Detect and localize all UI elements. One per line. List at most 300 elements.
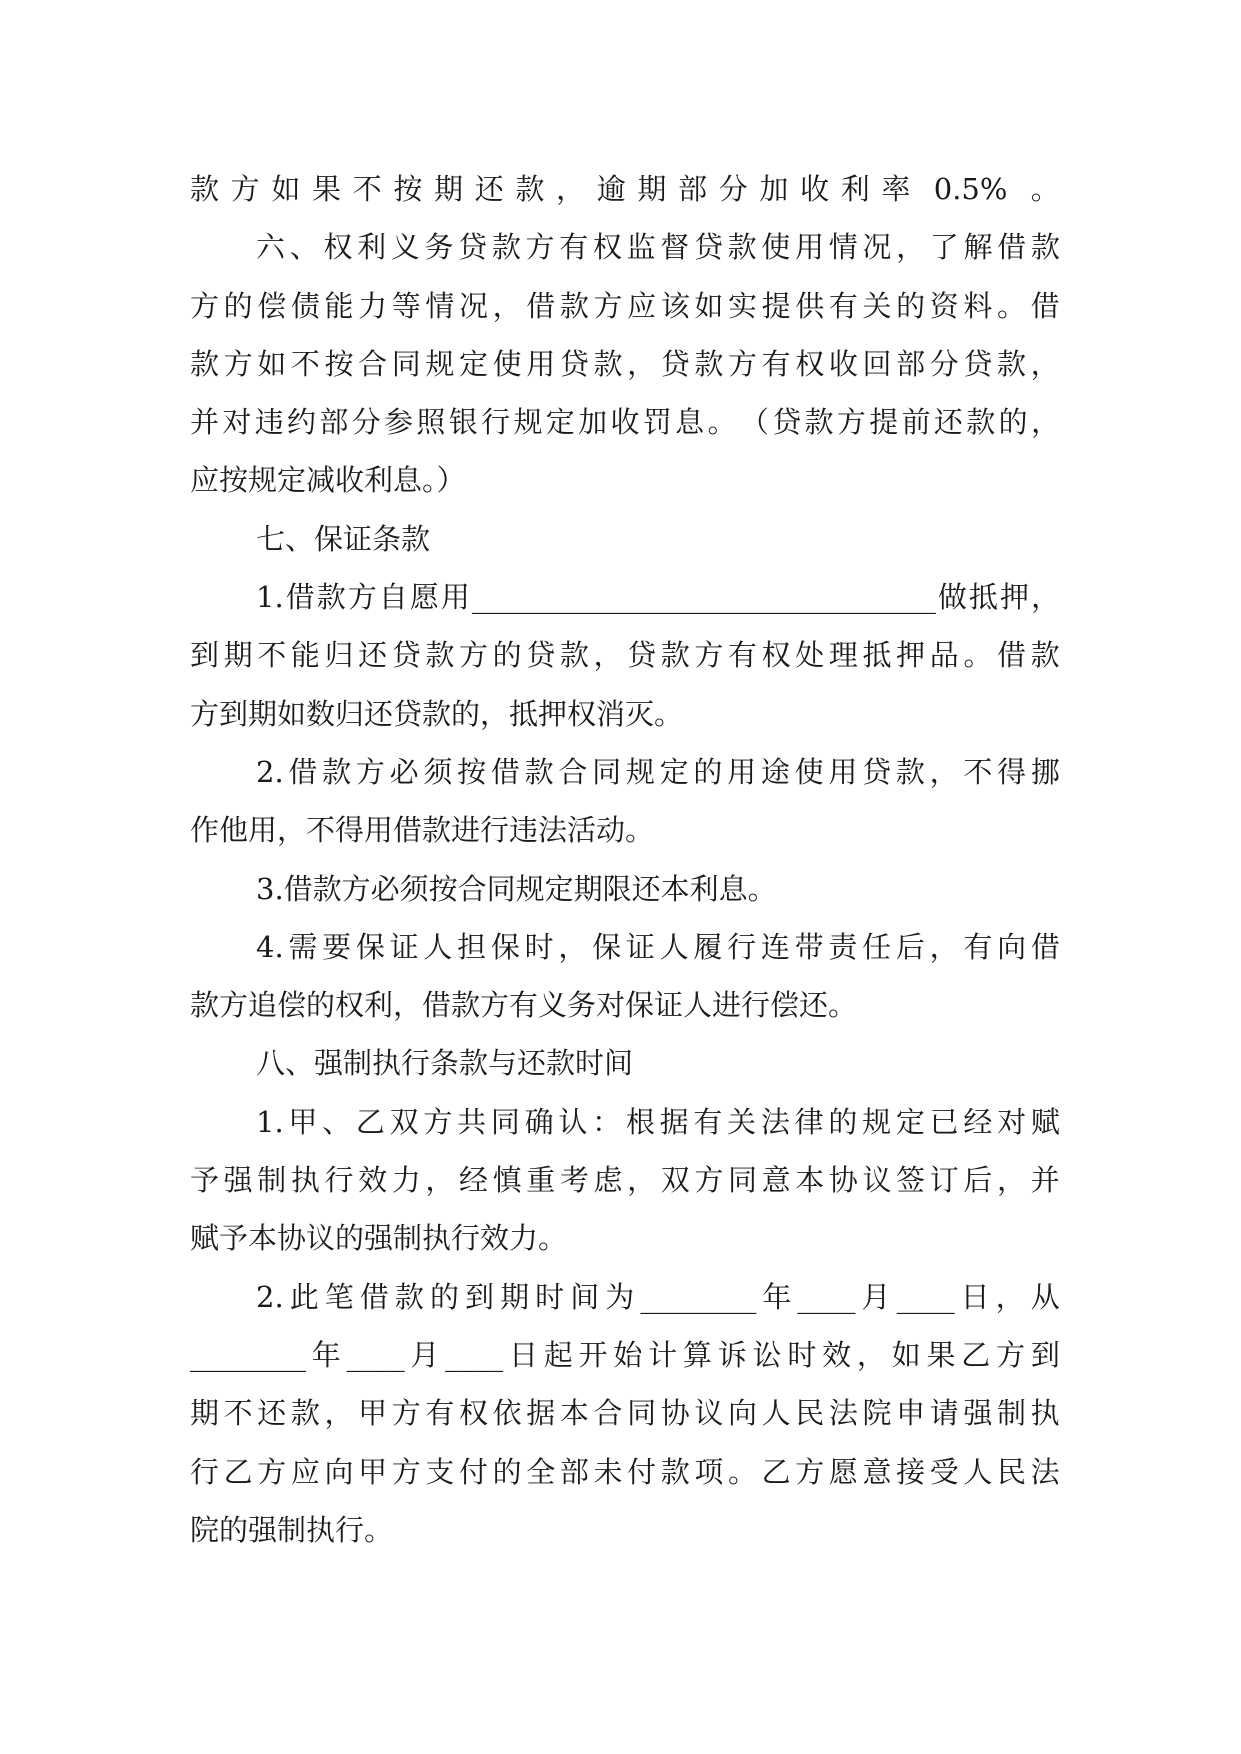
line-char: 关 [862, 288, 892, 323]
line-char: 双 [660, 1163, 690, 1198]
line-char: 法 [828, 1396, 858, 1431]
line-char: 款 [290, 1396, 320, 1431]
line-char: 有 [425, 1396, 455, 1431]
line-char: 同 [592, 754, 622, 789]
line-char: 如 [271, 172, 301, 206]
line-char: ____ [896, 1279, 955, 1314]
section-heading [190, 1034, 1060, 1092]
line-char: 部 [559, 1454, 589, 1489]
line-char: 任 [862, 929, 892, 964]
line-char: 已 [929, 1104, 959, 1139]
line-char: 义 [390, 230, 420, 265]
line-char: 院 [862, 1396, 892, 1431]
line-char: 款 [727, 230, 757, 265]
line-char: 加 [578, 405, 608, 440]
paragraph-line [190, 918, 1060, 976]
line-char: 罚 [642, 405, 672, 440]
line-char: ， [929, 754, 959, 789]
line-char: 能 [324, 288, 354, 323]
line-char: 借 [490, 754, 520, 789]
line-char: 的 [492, 638, 522, 673]
line-char: 协 [828, 1163, 858, 1198]
paragraph-line [190, 451, 1060, 509]
line-char: 收 [610, 405, 640, 440]
line-char: 分 [929, 346, 959, 381]
line-text: 应按规定减收利息。） [190, 463, 466, 498]
line-char: 人 [423, 929, 453, 964]
line-char: 后 [895, 929, 925, 964]
line-char: ， [627, 1163, 657, 1198]
line-text: 款方追偿的权利，借款方有义务对保证人进行偿还。 [190, 988, 858, 1023]
line-char: 款 [515, 172, 545, 206]
line-char: 定 [545, 405, 575, 440]
line-char: 同 [490, 1104, 520, 1139]
line-char: 同 [728, 1163, 758, 1198]
line-char: 应 [290, 1454, 320, 1489]
line-char: 督 [660, 230, 690, 265]
line-char: 到 [1030, 1337, 1060, 1372]
line-char: 权 [592, 230, 622, 265]
line-char: 方 [795, 1454, 825, 1489]
line-char: 方 [355, 754, 385, 789]
line-char: 参 [384, 405, 414, 440]
line-char: ________ [190, 1337, 306, 1372]
line-char: 利 [840, 172, 870, 206]
line-char: 须 [423, 754, 453, 789]
line-char: 对 [997, 1104, 1027, 1139]
line-char: 银 [448, 405, 478, 440]
line-char: 必 [389, 754, 419, 789]
line-char: 不 [963, 754, 993, 789]
line-char: 间 [570, 1279, 600, 1314]
paragraph-line [190, 801, 1060, 859]
line-char: 债 [290, 288, 320, 323]
line-char: 愿 [828, 1454, 858, 1489]
line-text: 赋予本协议的强制执行效力。 [190, 1221, 568, 1256]
line-char: 款 [997, 346, 1027, 381]
line-char: 经 [459, 1163, 489, 1198]
line-char: ， [425, 1163, 455, 1198]
line-char: 此 [289, 1279, 319, 1314]
line-char: 要 [322, 929, 352, 964]
line-char: 本 [795, 1163, 825, 1198]
line-char: 方 [694, 638, 724, 673]
line-char: 用 [440, 580, 470, 615]
line-char: 法 [760, 1104, 790, 1139]
line-char: 到 [465, 1279, 495, 1314]
line-char: 抵 [968, 580, 998, 615]
line-char: 款 [895, 754, 925, 789]
line-char: 人 [659, 929, 689, 964]
line-char: 途 [760, 754, 790, 789]
line-char: 监 [626, 230, 656, 265]
line-char: 愿 [409, 580, 439, 615]
line-char: 行 [727, 929, 757, 964]
line-char: ____ [346, 1337, 405, 1372]
line-char: 该 [660, 288, 690, 323]
line-char: 借 [1030, 929, 1060, 964]
line-char: 约 [287, 405, 317, 440]
line-char: 方 [836, 405, 866, 440]
line-char: 。 [997, 288, 1027, 323]
line-char: 使 [761, 230, 791, 265]
line-char: 意 [761, 1163, 791, 1198]
line-char: 用 [727, 754, 757, 789]
line-char: 方 [190, 288, 220, 323]
line-char: ， [1030, 346, 1060, 381]
line-char: 双 [389, 1104, 419, 1139]
line-char: 供 [795, 288, 825, 323]
line-char: 。 [963, 638, 993, 673]
paragraph-line [190, 218, 1060, 276]
line-char: 方 [996, 1337, 1026, 1372]
line-char: 六 [256, 230, 286, 265]
line-char: 还 [358, 638, 388, 673]
line-char: 乙 [355, 1104, 385, 1139]
line-text: 八、强制执行条款与还款时间 [256, 1046, 634, 1081]
line-char: 。 [728, 1454, 758, 1489]
line-char: 接 [896, 1454, 926, 1489]
line-char: 的 [429, 1279, 459, 1314]
line-char: 乙 [223, 1454, 253, 1489]
line-char: 挪 [1030, 754, 1060, 789]
line-char: 合 [593, 1396, 623, 1431]
line-char: 款 [190, 346, 220, 381]
line-char: 分 [718, 172, 748, 206]
line-char: ， [558, 929, 588, 964]
line-char: 始 [613, 1337, 643, 1372]
line-char: 利 [357, 230, 387, 265]
line-char: 加 [759, 172, 789, 206]
line-char: 订 [929, 1163, 959, 1198]
line-char: 贷 [526, 638, 556, 673]
line-char: 规 [425, 346, 455, 381]
line-char: 使 [794, 754, 824, 789]
line-char: 日 [508, 1337, 538, 1372]
line-char: 民 [997, 1454, 1027, 1489]
line-char: 议 [694, 1396, 724, 1431]
paragraph-line [190, 393, 1060, 451]
line-char: 重 [526, 1163, 556, 1198]
paragraph-line [190, 335, 1060, 393]
line-char: 解 [963, 230, 993, 265]
line-char: 款 [1030, 638, 1060, 673]
line-char: 经 [963, 1104, 993, 1139]
line-char: 计 [648, 1337, 678, 1372]
line-char: 的 [492, 1454, 522, 1489]
line-char: 考 [559, 1163, 589, 1198]
paragraph-line [190, 1093, 1060, 1151]
paragraph-line [190, 568, 1060, 626]
line-char: （ [739, 405, 769, 440]
paragraph-line [190, 1209, 1060, 1267]
line-char: 息 [675, 405, 705, 440]
line-char: 款 [190, 172, 220, 206]
line-char: 押 [896, 638, 926, 673]
line-char: 借 [997, 230, 1027, 265]
line-char: 确 [524, 1104, 554, 1139]
line-char: 4. [256, 929, 284, 964]
line-char: 赋 [1030, 1104, 1060, 1139]
line-char: 方 [391, 1396, 421, 1431]
line-char: 回 [862, 346, 892, 381]
line-char: 如 [257, 346, 287, 381]
line-char: 逾 [596, 172, 626, 206]
line-char: 乙 [961, 1337, 991, 1372]
line-char: 借 [526, 288, 556, 323]
paragraph-line [190, 160, 1060, 218]
line-char: ， [593, 638, 623, 673]
line-char: 款 [694, 346, 724, 381]
line-char: 借 [1030, 288, 1060, 323]
line-char: 款 [966, 405, 996, 440]
line-char: ： [592, 1104, 622, 1139]
line-char: 项 [694, 1454, 724, 1489]
line-char: 的 [896, 288, 926, 323]
line-char: 为 [605, 1279, 635, 1314]
line-char: 申 [896, 1396, 926, 1431]
line-char: 保 [490, 929, 520, 964]
line-char: 应 [627, 288, 657, 323]
line-char: 款 [491, 230, 521, 265]
paragraph-line [190, 685, 1060, 743]
line-char: 支 [425, 1454, 455, 1489]
line-char: 诉 [717, 1337, 747, 1372]
line-char: 贷 [963, 346, 993, 381]
line-char: 收 [828, 346, 858, 381]
line-char: 未 [593, 1454, 623, 1489]
line-char: 合 [558, 754, 588, 789]
line-char: 制 [257, 1163, 287, 1198]
line-char: 付 [627, 1454, 657, 1489]
line-char: 贷 [660, 346, 690, 381]
line-char: 款 [1030, 230, 1060, 265]
line-char: 定 [459, 346, 489, 381]
line-char: 还 [257, 1396, 287, 1431]
line-char: 1. [256, 1104, 284, 1139]
line-char: 的 [223, 288, 253, 323]
line-char: 1. [256, 580, 284, 615]
line-char: 实 [728, 288, 758, 323]
line-char: ， [324, 1396, 354, 1431]
line-char: 贷 [458, 230, 488, 265]
line-char: 时 [535, 1279, 565, 1314]
line-char: 受 [929, 1454, 959, 1489]
line-char: 方 [728, 346, 758, 381]
line-char: 按 [393, 172, 423, 206]
line-char: 起 [543, 1337, 573, 1372]
line-char: 有 [963, 929, 993, 964]
line-char: 做 [937, 580, 967, 615]
line-char: 抵 [862, 638, 892, 673]
line-char: 律 [794, 1104, 824, 1139]
line-char: 部 [319, 405, 349, 440]
line-char: 协 [660, 1396, 690, 1431]
line-char: 力 [391, 1163, 421, 1198]
line-char: 算 [682, 1337, 712, 1372]
line-char: 甲 [358, 1454, 388, 1489]
line-char: ， [929, 929, 959, 964]
line-char: 方 [459, 638, 489, 673]
line-char: 款 [394, 1279, 424, 1314]
line-char: 借 [285, 580, 315, 615]
line-char: 慎 [492, 1163, 522, 1198]
line-char: 证 [625, 929, 655, 964]
line-char: 年 [311, 1337, 341, 1372]
line-char: 乙 [761, 1454, 791, 1489]
line-char: 情 [828, 230, 858, 265]
line-char: 定 [659, 754, 689, 789]
line-char: 贷 [693, 230, 723, 265]
line-char: 力 [358, 288, 388, 323]
line-char: 甲 [358, 1396, 388, 1431]
line-char: 时 [787, 1337, 817, 1372]
paragraph-line [190, 1501, 1060, 1559]
line-char: 收 [800, 172, 830, 206]
document-body [190, 160, 1060, 1559]
line-char: 日 [960, 1279, 990, 1314]
line-char: 不 [352, 172, 382, 206]
line-char: 担 [457, 929, 487, 964]
line-char: 方 [694, 1163, 724, 1198]
line-char: 笔 [324, 1279, 354, 1314]
line-char: 用 [526, 346, 556, 381]
line-char: 能 [290, 638, 320, 673]
line-char: 得 [997, 754, 1027, 789]
paragraph-line [190, 743, 1060, 801]
line-char: 的 [828, 1104, 858, 1139]
line-char: 保 [355, 929, 385, 964]
line-char: 讼 [752, 1337, 782, 1372]
line-char: 违 [254, 405, 284, 440]
line-char: 照 [416, 405, 446, 440]
line-char: ， [995, 1279, 1025, 1314]
line-text: 七、保证条款 [256, 521, 431, 556]
line-char: 押 [999, 580, 1029, 615]
paragraph-line [190, 1443, 1060, 1501]
line-char: 自 [378, 580, 408, 615]
line-char: 贷 [772, 405, 802, 440]
line-char: ， [627, 346, 657, 381]
line-char: 责 [828, 929, 858, 964]
paragraph-line [190, 1268, 1060, 1326]
line-char: 同 [627, 1396, 657, 1431]
line-char: 贷 [627, 638, 657, 673]
line-char: 效 [822, 1337, 852, 1372]
line-char: 还 [933, 405, 963, 440]
line-char: 有 [693, 1104, 723, 1139]
line-char: 权 [459, 1396, 489, 1431]
line-char: 款 [559, 638, 589, 673]
line-char: 行 [481, 405, 511, 440]
line-char: 本 [559, 1396, 589, 1431]
line-char: 提 [869, 405, 899, 440]
line-char: 时 [524, 929, 554, 964]
line-char: 等 [391, 288, 421, 323]
line-char: 据 [659, 1104, 689, 1139]
paragraph-line [190, 860, 1060, 918]
line-char: 人 [963, 1454, 993, 1489]
line-char: 、 [322, 1104, 352, 1139]
line-char: 议 [862, 1163, 892, 1198]
line-char: 不 [257, 638, 287, 673]
line-char: 执 [290, 1163, 320, 1198]
line-char: 向 [728, 1396, 758, 1431]
line-char: 按 [324, 346, 354, 381]
line-char: 归 [324, 638, 354, 673]
line-char: 0.5% [933, 172, 1008, 206]
line-char: 款 [660, 638, 690, 673]
line-char: 使 [492, 346, 522, 381]
paragraph-line [190, 1384, 1060, 1442]
line-char: 期 [434, 172, 464, 206]
line-char: 果 [926, 1337, 956, 1372]
line-char: 期 [190, 1396, 220, 1431]
line-char: ____ [445, 1337, 504, 1372]
line-char: 意 [862, 1454, 892, 1489]
line-char: 有 [728, 638, 758, 673]
line-char: 2. [256, 754, 284, 789]
line-char: 权 [323, 230, 353, 265]
line-char: 款 [524, 754, 554, 789]
line-char: 予 [190, 1163, 220, 1198]
line-char: 到 [190, 638, 220, 673]
line-char: 付 [459, 1454, 489, 1489]
line-char: 期 [637, 172, 667, 206]
line-char: ， [896, 230, 926, 265]
line-char: ， [1030, 405, 1060, 440]
line-char: 款 [316, 580, 346, 615]
line-char: ， [856, 1337, 886, 1372]
line-char: ， [1030, 580, 1060, 615]
line-char: 用 [828, 754, 858, 789]
line-char: 部 [678, 172, 708, 206]
line-char: 强 [223, 1163, 253, 1198]
line-char: ________________________________ [471, 580, 936, 615]
line-char: 关 [727, 1104, 757, 1139]
line-char: 人 [761, 1396, 791, 1431]
line-char: 不 [290, 346, 320, 381]
line-char: ， [492, 288, 522, 323]
line-char: 款 [425, 638, 455, 673]
line-char: 保 [592, 929, 622, 964]
line-char: 款 [559, 288, 589, 323]
line-char: 款 [804, 405, 834, 440]
line-char: 用 [795, 230, 825, 265]
line-char: 开 [578, 1337, 608, 1372]
line-char: 款 [660, 1454, 690, 1489]
line-char: 方 [257, 1454, 287, 1489]
line-char: 方 [391, 1454, 421, 1489]
paragraph-line [190, 976, 1060, 1034]
line-char: 签 [896, 1163, 926, 1198]
line-char: 后 [963, 1163, 993, 1198]
line-char: 并 [1030, 1163, 1060, 1198]
line-char: 2. [256, 1279, 284, 1314]
line-char: 定 [895, 1104, 925, 1139]
line-char: 规 [513, 405, 543, 440]
line-char: 偿 [257, 288, 287, 323]
line-char: 还 [474, 172, 504, 206]
line-char: 。 [707, 405, 737, 440]
line-char: ， [997, 1163, 1027, 1198]
line-char: 。 [1030, 172, 1060, 206]
paragraph-line [190, 626, 1060, 684]
line-char: 期 [223, 638, 253, 673]
line-char: 根 [625, 1104, 655, 1139]
line-char: 方 [223, 346, 253, 381]
line-char: 甲 [288, 1104, 318, 1139]
